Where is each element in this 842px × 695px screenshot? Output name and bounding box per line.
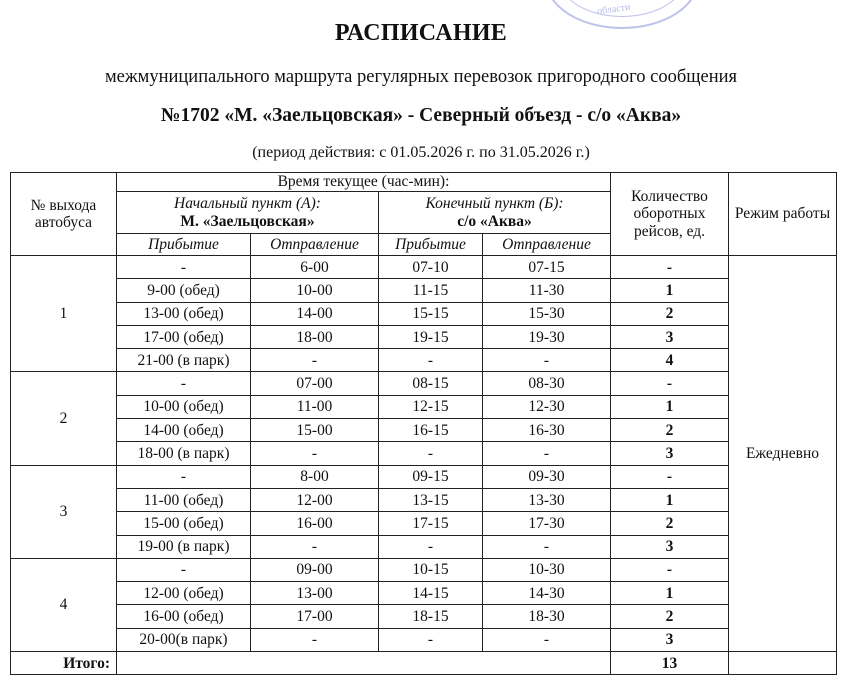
total-spacer [117,652,611,675]
arrival-b-cell: 11-15 [379,279,483,302]
table-row [11,488,837,511]
departure-a-cell: 11-00 [251,395,379,418]
mode-cell: Ежедневно [729,256,837,652]
table-row [11,256,837,279]
header-mode: Режим работы [729,173,837,256]
trips-cell: 3 [611,325,729,348]
end-point-label: Конечный пункт (Б): [425,195,564,213]
trips-cell: 3 [611,442,729,465]
departure-a-cell: 18-00 [251,325,379,348]
trips-cell: 1 [611,395,729,418]
bus-number-cell: 3 [11,465,117,558]
arrival-b-cell: - [379,535,483,558]
departure-a-cell: - [251,349,379,372]
start-point-label: Начальный пункт (А): [174,195,321,213]
arrival-a-cell: 12-00 (обед) [117,582,251,605]
departure-a-cell: 12-00 [251,488,379,511]
departure-b-cell: - [483,535,611,558]
table-row [11,325,837,348]
departure-a-cell: 07-00 [251,372,379,395]
header-end-point [379,192,611,234]
arrival-b-cell: 09-15 [379,465,483,488]
arrival-a-cell: - [117,558,251,581]
bus-number-cell: 2 [11,372,117,465]
trips-cell: - [611,372,729,395]
arrival-b-cell: 14-15 [379,582,483,605]
arrival-b-cell: 15-15 [379,302,483,325]
table-row [11,628,837,651]
arrival-a-cell: - [117,372,251,395]
header-trips: Количество оборотных рейсов, ед. [611,173,729,256]
arrival-b-cell: - [379,349,483,372]
table-row [11,558,837,581]
arrival-b-cell: 17-15 [379,512,483,535]
departure-b-cell: - [483,442,611,465]
total-empty [729,652,837,675]
header-departure-a: Отправление [251,234,379,256]
trips-cell: - [611,465,729,488]
bus-number-cell: 4 [11,558,117,651]
trips-cell: 1 [611,582,729,605]
route-name: №1702 «М. «Заельцовская» - Северный объезд - с/о «Аква» [160,105,682,126]
arrival-b-cell: 10-15 [379,558,483,581]
departure-a-cell: 6-00 [251,256,379,279]
header-time-group: Время текущее (час-мин): [117,173,611,192]
arrival-b-cell: 19-15 [379,325,483,348]
arrival-b-cell: 08-15 [379,372,483,395]
arrival-b-cell: 16-15 [379,419,483,442]
header-bus-no: № выхода автобуса [11,173,117,256]
header-start-point [117,192,379,234]
arrival-a-cell: 9-00 (обед) [117,279,251,302]
trips-cell: 2 [611,302,729,325]
schedule-table [10,172,837,675]
departure-a-cell: 09-00 [251,558,379,581]
table-row [11,419,837,442]
table-row [11,279,837,302]
departure-b-cell: 19-30 [483,325,611,348]
document-subtitle: межмуниципального маршрута регулярных перевозок пригородного сообщения [104,67,738,87]
trips-cell: 3 [611,628,729,651]
departure-a-cell: 8-00 [251,465,379,488]
arrival-a-cell: 13-00 (обед) [117,302,251,325]
departure-a-cell: 14-00 [251,302,379,325]
end-point-name: с/о «Аква» [457,212,532,230]
document-title: РАСПИСАНИЕ [334,20,508,46]
table-row [11,349,837,372]
arrival-b-cell: - [379,628,483,651]
trips-cell: 1 [611,488,729,511]
departure-a-cell: - [251,442,379,465]
trips-cell: - [611,558,729,581]
trips-cell: 2 [611,419,729,442]
table-row [11,535,837,558]
trips-cell: 2 [611,512,729,535]
departure-b-cell: 08-30 [483,372,611,395]
departure-b-cell: - [483,349,611,372]
arrival-a-cell: 14-00 (обед) [117,419,251,442]
arrival-a-cell: - [117,256,251,279]
arrival-a-cell: 21-00 (в парк) [117,349,251,372]
table-row [11,512,837,535]
trips-cell: 3 [611,535,729,558]
departure-a-cell: 10-00 [251,279,379,302]
table-row [11,605,837,628]
departure-b-cell: 09-30 [483,465,611,488]
arrival-b-cell: - [379,442,483,465]
schedule-body [11,256,837,652]
total-row [11,652,837,675]
arrival-a-cell: 10-00 (обед) [117,395,251,418]
bus-number-cell: 1 [11,256,117,372]
table-row [11,465,837,488]
arrival-a-cell: 20-00(в парк) [117,628,251,651]
departure-b-cell: 18-30 [483,605,611,628]
start-point-name: М. «Заельцовская» [180,212,315,230]
arrival-a-cell: 11-00 (обед) [117,488,251,511]
arrival-a-cell: 17-00 (обед) [117,325,251,348]
departure-a-cell: 17-00 [251,605,379,628]
trips-cell: 1 [611,279,729,302]
arrival-a-cell: - [117,465,251,488]
trips-cell: 4 [611,349,729,372]
departure-b-cell: 15-30 [483,302,611,325]
departure-a-cell: 13-00 [251,582,379,605]
departure-b-cell: 17-30 [483,512,611,535]
header-arrival-b: Прибытие [379,234,483,256]
departure-b-cell: 12-30 [483,395,611,418]
departure-b-cell: - [483,628,611,651]
stamp-text: области [596,1,632,18]
departure-a-cell: - [251,535,379,558]
validity-period: (период действия: с 01.05.2026 г. по 31.05.2026 г.) [252,144,590,161]
total-value: 13 [611,652,729,675]
table-row [11,395,837,418]
arrival-b-cell: 13-15 [379,488,483,511]
departure-b-cell: 07-15 [483,256,611,279]
arrival-a-cell: 15-00 (обед) [117,512,251,535]
arrival-a-cell: 16-00 (обед) [117,605,251,628]
header-arrival-a: Прибытие [117,234,251,256]
arrival-b-cell: 12-15 [379,395,483,418]
trips-cell: - [611,256,729,279]
arrival-b-cell: 07-10 [379,256,483,279]
departure-b-cell: 16-30 [483,419,611,442]
departure-a-cell: 16-00 [251,512,379,535]
departure-a-cell: - [251,628,379,651]
arrival-a-cell: 19-00 (в парк) [117,535,251,558]
departure-b-cell: 14-30 [483,582,611,605]
arrival-a-cell: 18-00 (в парк) [117,442,251,465]
table-row [11,372,837,395]
header-departure-b: Отправление [483,234,611,256]
trips-cell: 2 [611,605,729,628]
departure-b-cell: 11-30 [483,279,611,302]
table-row [11,582,837,605]
departure-b-cell: 10-30 [483,558,611,581]
departure-b-cell: 13-30 [483,488,611,511]
table-row [11,442,837,465]
departure-a-cell: 15-00 [251,419,379,442]
table-row [11,302,837,325]
arrival-b-cell: 18-15 [379,605,483,628]
total-label: Итого: [11,652,117,675]
